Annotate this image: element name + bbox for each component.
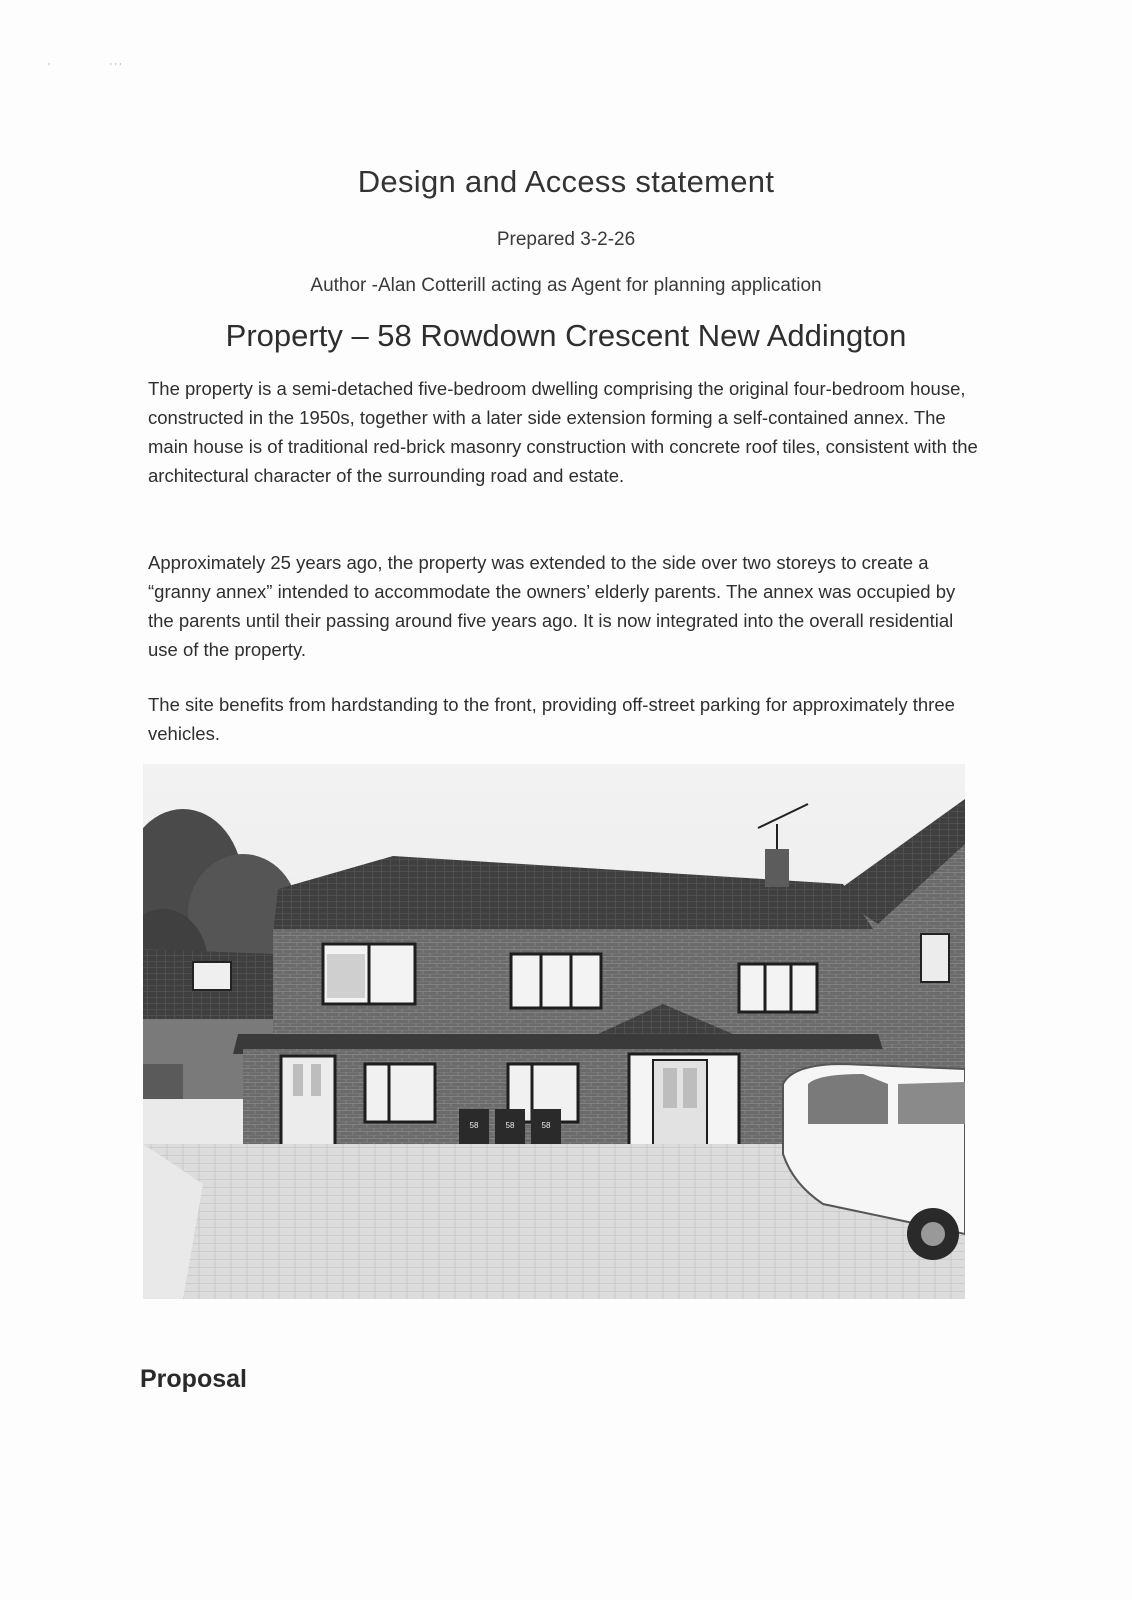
- property-photo: [143, 764, 965, 1299]
- document-title: Design and Access statement: [357, 164, 775, 199]
- description-paragraph: The property is a semi-detached five-bedroom dwelling comprising the original four-bedroom house, constructed in the 1950s, together with a later side extension forming a self-contained annex. The main house is of traditional red-brick masonry construction with concrete roof tiles, consistent with the architectural character of the surrounding road and estate.: [148, 378, 978, 486]
- history-paragraph: Approximately 25 years ago, the property was extended to the side over two storeys to create a “granny annex” intended to accommodate the owners’ elderly parents. The annex was occupied by the parents until their passing around five years ago. It is now integrated into the overall residential use of the property.: [148, 552, 956, 660]
- scan-speck: ' ' ': [110, 62, 122, 73]
- bin-number: 58: [469, 1121, 479, 1130]
- prepared-date: Prepared 3-2-26: [496, 229, 636, 250]
- author-line: Author -Alan Cotterill acting as Agent for planning application: [310, 275, 822, 296]
- scan-speck: ': [48, 62, 50, 73]
- house-illustration: [143, 764, 965, 1299]
- bin-number: 58: [505, 1121, 515, 1130]
- proposal-heading: Proposal: [140, 1365, 247, 1393]
- bin-number: 58: [541, 1121, 551, 1130]
- parking-paragraph: The site benefits from hardstanding to the front, providing off-street parking for approximately three vehicles.: [148, 694, 955, 744]
- property-heading: Property – 58 Rowdown Crescent New Addington: [225, 318, 907, 353]
